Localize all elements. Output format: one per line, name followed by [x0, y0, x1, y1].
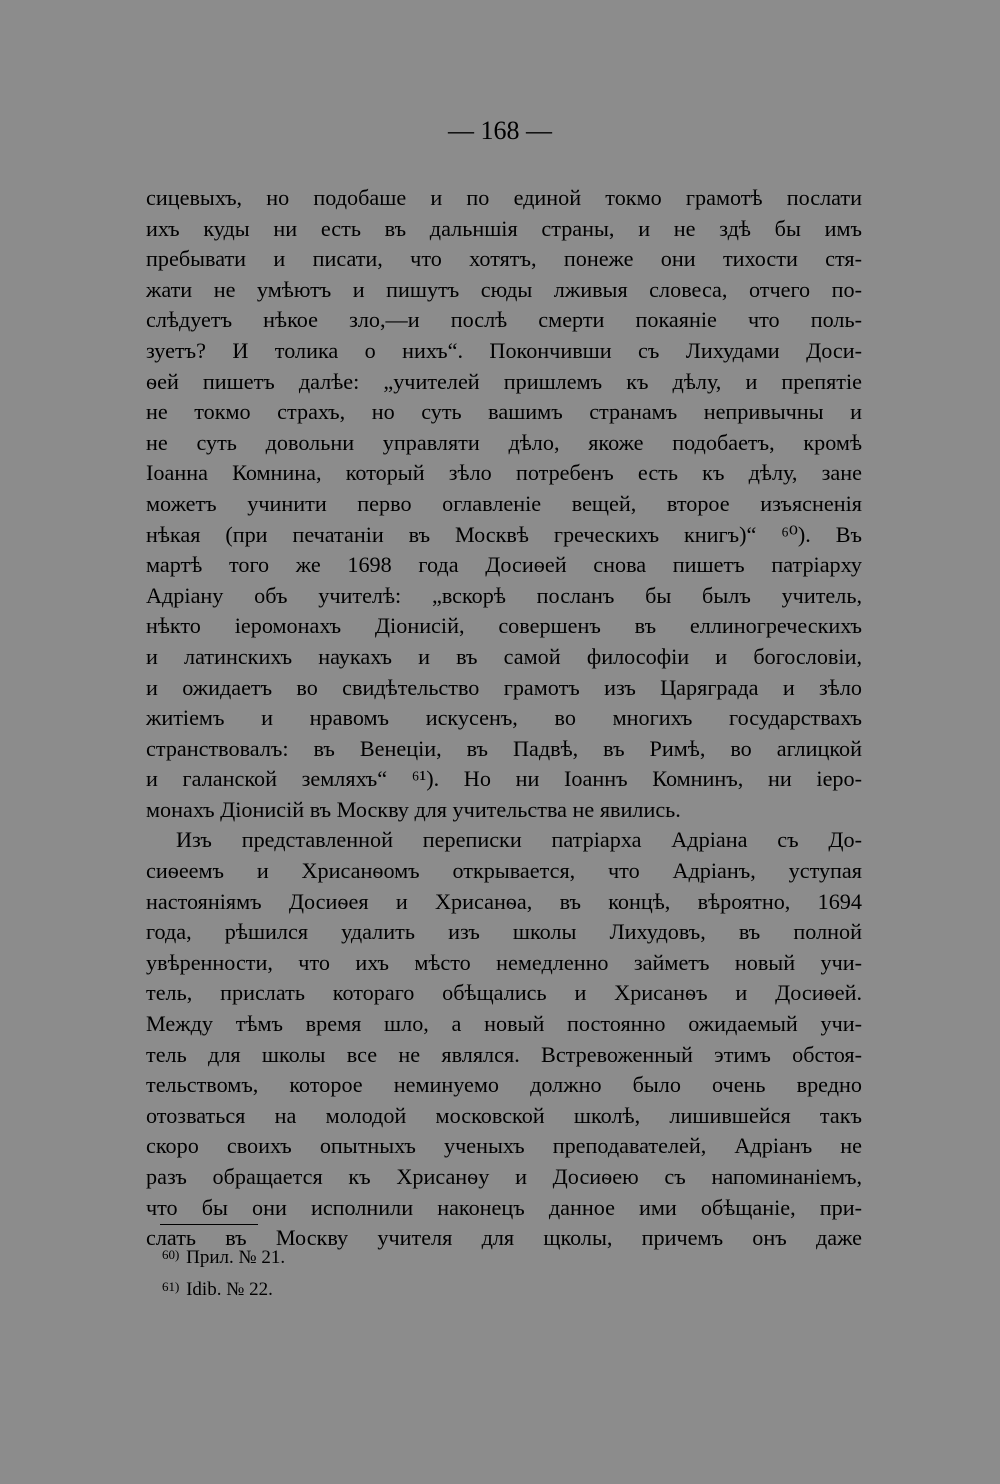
text-line: Изъ представленной переписки патріарха Адріана съ До- — [176, 827, 862, 853]
text-line: слѣдуетъ нѣкое зло,—и послѣ смерти покаяніе что поль- — [146, 307, 862, 333]
page-number: — 168 — — [448, 116, 552, 145]
body-text — [146, 183, 862, 1254]
text-line: не токмо страхъ, но суть вашимъ странамъ непривычны и — [146, 399, 862, 425]
text-line: мартѣ того же 1698 года Досиѳей снова пишетъ патріарху — [146, 552, 862, 578]
text-line: ѳей пишетъ далѣе: „учителей пришлемъ къ дѣлу, и препятіе — [146, 368, 862, 394]
footnote-text: Прил. № 21. — [186, 1247, 286, 1268]
footnote — [162, 1272, 562, 1304]
text-line: странствовалъ: въ Венеціи, въ Падвѣ, въ Римѣ, во аглицкой — [146, 735, 862, 761]
text-line: скоро своихъ опытныхъ ученыхъ преподавателей, Адріанъ не — [146, 1133, 862, 1159]
text-line: года, рѣшился удалить изъ школы Лихудовъ, въ полной — [146, 919, 862, 945]
footnote-number: 60) — [162, 1247, 180, 1262]
text-line: что бы они исполнили наконецъ данное ими обѣщаніе, при- — [146, 1194, 862, 1220]
text-line: нѣкая (при печатаніи въ Москвѣ греческихъ книгъ)“ ⁶⁰). Въ — [146, 521, 862, 547]
text-line: не суть довольни управляти дѣло, якоже подобаетъ, кромѣ — [146, 429, 862, 455]
text-line: тельствомъ, которое неминуемо должно было очень вредно — [146, 1072, 862, 1098]
text-line: настояніямъ Досиѳея и Хрисанѳа, въ концѣ, вѣроятно, 1694 — [146, 888, 862, 914]
text-line: тель для школы все не являлся. Встревоженный этимъ обстоя- — [146, 1041, 862, 1067]
footnotes — [162, 1240, 562, 1304]
text-line: сицевыхъ, но подобаше и по единой токмо грамотѣ послати — [146, 185, 862, 210]
text-line: Адріану объ учителѣ: „вскорѣ посланъ бы былъ учитель, — [146, 582, 862, 608]
text-line: и галанской земляхъ“ ⁶¹). Но ни Іоаннъ Комнинъ, ни іеро- — [146, 766, 862, 792]
text-line: разъ обращается къ Хрисанѳу и Досиѳею съ напоминаніемъ, — [146, 1164, 862, 1189]
text-line: тель, прислать котораго обѣщались и Хрисанѳъ и Досиѳей. — [146, 980, 862, 1006]
text-line: отозваться на молодой московской школѣ, лишившейся такъ — [146, 1102, 862, 1128]
footnote-number: 61) — [162, 1279, 180, 1294]
text-line: сиѳеемъ и Хрисанѳомъ открывается, что Адріанъ, уступая — [146, 858, 862, 884]
text-line: пребывати и писати, что хотятъ, понеже они тихости стя- — [146, 246, 862, 272]
text-line: Между тѣмъ время шло, а новый постоянно ожидаемый учи- — [146, 1011, 862, 1037]
footnote-divider — [160, 1224, 258, 1225]
text-line: и ожидаетъ во свидѣтельство грамотъ изъ Царяграда и зѣло — [146, 674, 862, 700]
text-line: ихъ куды ни есть въ дальншія страны, и не здѣ бы имъ — [146, 215, 862, 241]
text-line: зуетъ? И толика о нихъ“. Покончивши съ Лихудами Доси- — [146, 337, 862, 363]
text-line: слать въ Москву учителя для щколы, причемъ онъ даже — [146, 1225, 862, 1251]
footnote-text: Idib. № 22. — [186, 1279, 273, 1300]
text-line: Іоанна Комнина, который зѣло потребенъ есть къ дѣлу, зане — [146, 460, 862, 486]
text-line: жати не умѣютъ и пишутъ сюды лживыя словеса, отчего по- — [146, 276, 862, 302]
text-line: можетъ учинити перво оглавленіе вещей, второе изъясненія — [146, 490, 862, 516]
text-line: и латинскихъ наукахъ и въ самой философіи и богословіи, — [146, 643, 862, 669]
text-line: нѣкто іеромонахъ Діонисій, совершенъ въ еллиногреческихъ — [146, 613, 862, 639]
text-line: житіемъ и нравомъ искусенъ, во многихъ государствахъ — [146, 705, 862, 731]
footnote — [162, 1240, 562, 1272]
text-line: увѣренности, что ихъ мѣсто немедленно займетъ новый учи- — [146, 949, 862, 975]
text-line: монахъ Діонисій въ Москву для учительства не явились. — [146, 796, 681, 822]
